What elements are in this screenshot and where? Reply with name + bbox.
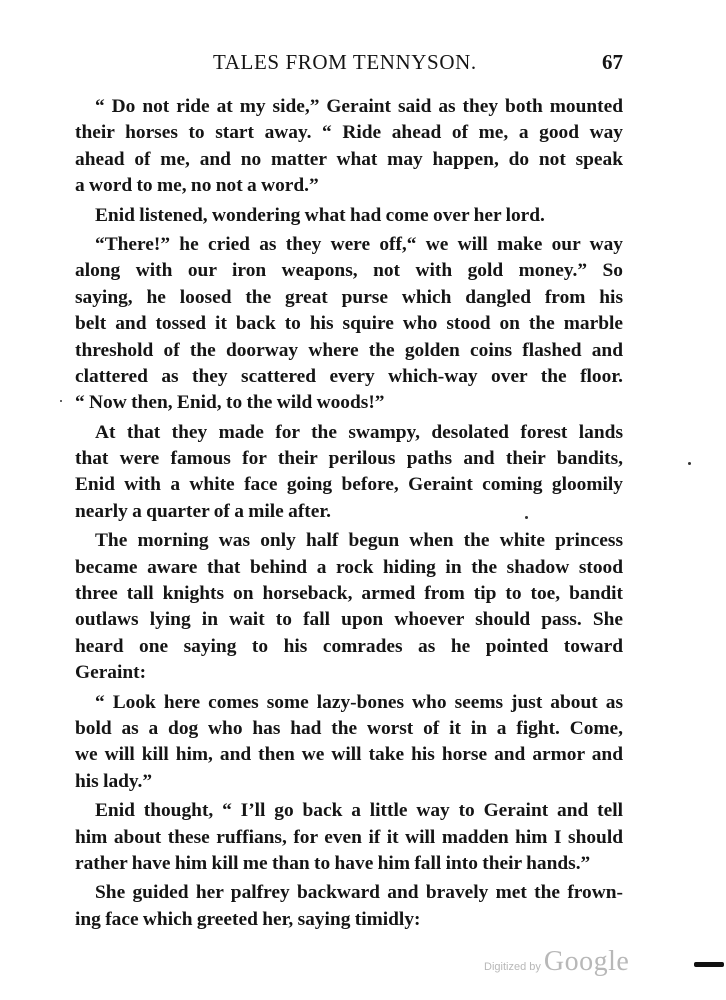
text-line: rather have him kill me than to have him fall into their hands.” <box>75 852 591 874</box>
text-line: three tall knights on horseback, armed from tip to toe, bandit <box>75 583 623 605</box>
text-line: along with our iron weapons, not with gold money.” So <box>75 260 623 282</box>
page-number: 67 <box>602 50 623 74</box>
text-line: Enid listened, wondering what had come over her lord. <box>95 204 545 226</box>
text-line: heard one saying to his comrades as he pointed toward <box>75 635 623 657</box>
text-line: clattered as they scattered every which-way over the floor. <box>75 365 623 387</box>
text-line: At that they made for the swampy, desolated forest lands <box>95 421 623 443</box>
digitized-by-watermark <box>484 946 629 982</box>
text-line: outlaws lying in wait to fall upon whoever should pass. She <box>75 609 623 631</box>
text-line: their horses to start away. “ Ride ahead of me, a good way <box>75 122 623 144</box>
paragraph-7 <box>75 798 623 877</box>
text-line: a word to me, no not a word.” <box>75 175 319 197</box>
text-line: that were famous for their perilous paths and their bandits, <box>75 448 623 470</box>
text-line: became aware that behind a rock hiding in the shadow stood <box>75 556 623 578</box>
text-line: “ Do not ride at my side,” Geraint said as they both mounted <box>95 96 623 117</box>
paragraph-5 <box>75 528 623 686</box>
page-edge-mark <box>694 962 724 967</box>
running-title: TALES FROM TENNYSON. <box>213 50 477 74</box>
ink-speck <box>525 516 528 519</box>
watermark-prefix: Digitized by <box>484 961 541 973</box>
paragraph-8 <box>75 880 623 933</box>
paragraph-4 <box>75 420 623 526</box>
text-line: ing face which greeted her, saying timidly: <box>75 908 421 930</box>
text-line: belt and tossed it back to his squire who stood on the marble <box>75 313 623 335</box>
paragraph-3 <box>75 232 623 417</box>
text-line: him about these ruffians, for even if it will madden him I should <box>75 826 623 848</box>
ink-speck <box>60 400 62 402</box>
text-line: “ Now then, Enid, to the wild woods!” <box>75 392 385 414</box>
ink-speck <box>688 462 691 465</box>
text-line: his lady.” <box>75 770 153 792</box>
text-line: “There!” he cried as they were off,“ we will make our way <box>95 233 623 255</box>
paragraph-6 <box>75 690 623 796</box>
text-line: ahead of me, and no matter what may happen, do not speak <box>75 148 623 170</box>
text-line: bold as a dog who has had the worst of it in a fight. Come, <box>75 717 623 739</box>
body-text <box>75 94 623 933</box>
text-line: Geraint: <box>75 662 147 684</box>
text-line: She guided her palfrey backward and bravely met the frown- <box>95 882 623 904</box>
text-line: Enid thought, “ I’ll go back a little way to Geraint and tell <box>95 800 623 822</box>
text-line: Enid with a white face going before, Geraint coming gloomily <box>75 474 623 496</box>
running-head <box>75 50 623 78</box>
text-line: threshold of the doorway where the golden coins flashed and <box>75 339 623 361</box>
text-line: The morning was only half begun when the white princess <box>95 530 623 552</box>
text-line: nearly a quarter of a mile after. <box>75 500 332 522</box>
paragraph-2 <box>75 203 623 229</box>
text-line: we will kill him, and then we will take his horse and armor and <box>75 744 623 766</box>
google-logo: Google <box>543 946 630 977</box>
paragraph-1 <box>75 94 623 200</box>
text-line: saying, he loosed the great purse which dangled from his <box>75 286 623 308</box>
text-line: “ Look here comes some lazy-bones who seems just about as <box>95 691 623 713</box>
